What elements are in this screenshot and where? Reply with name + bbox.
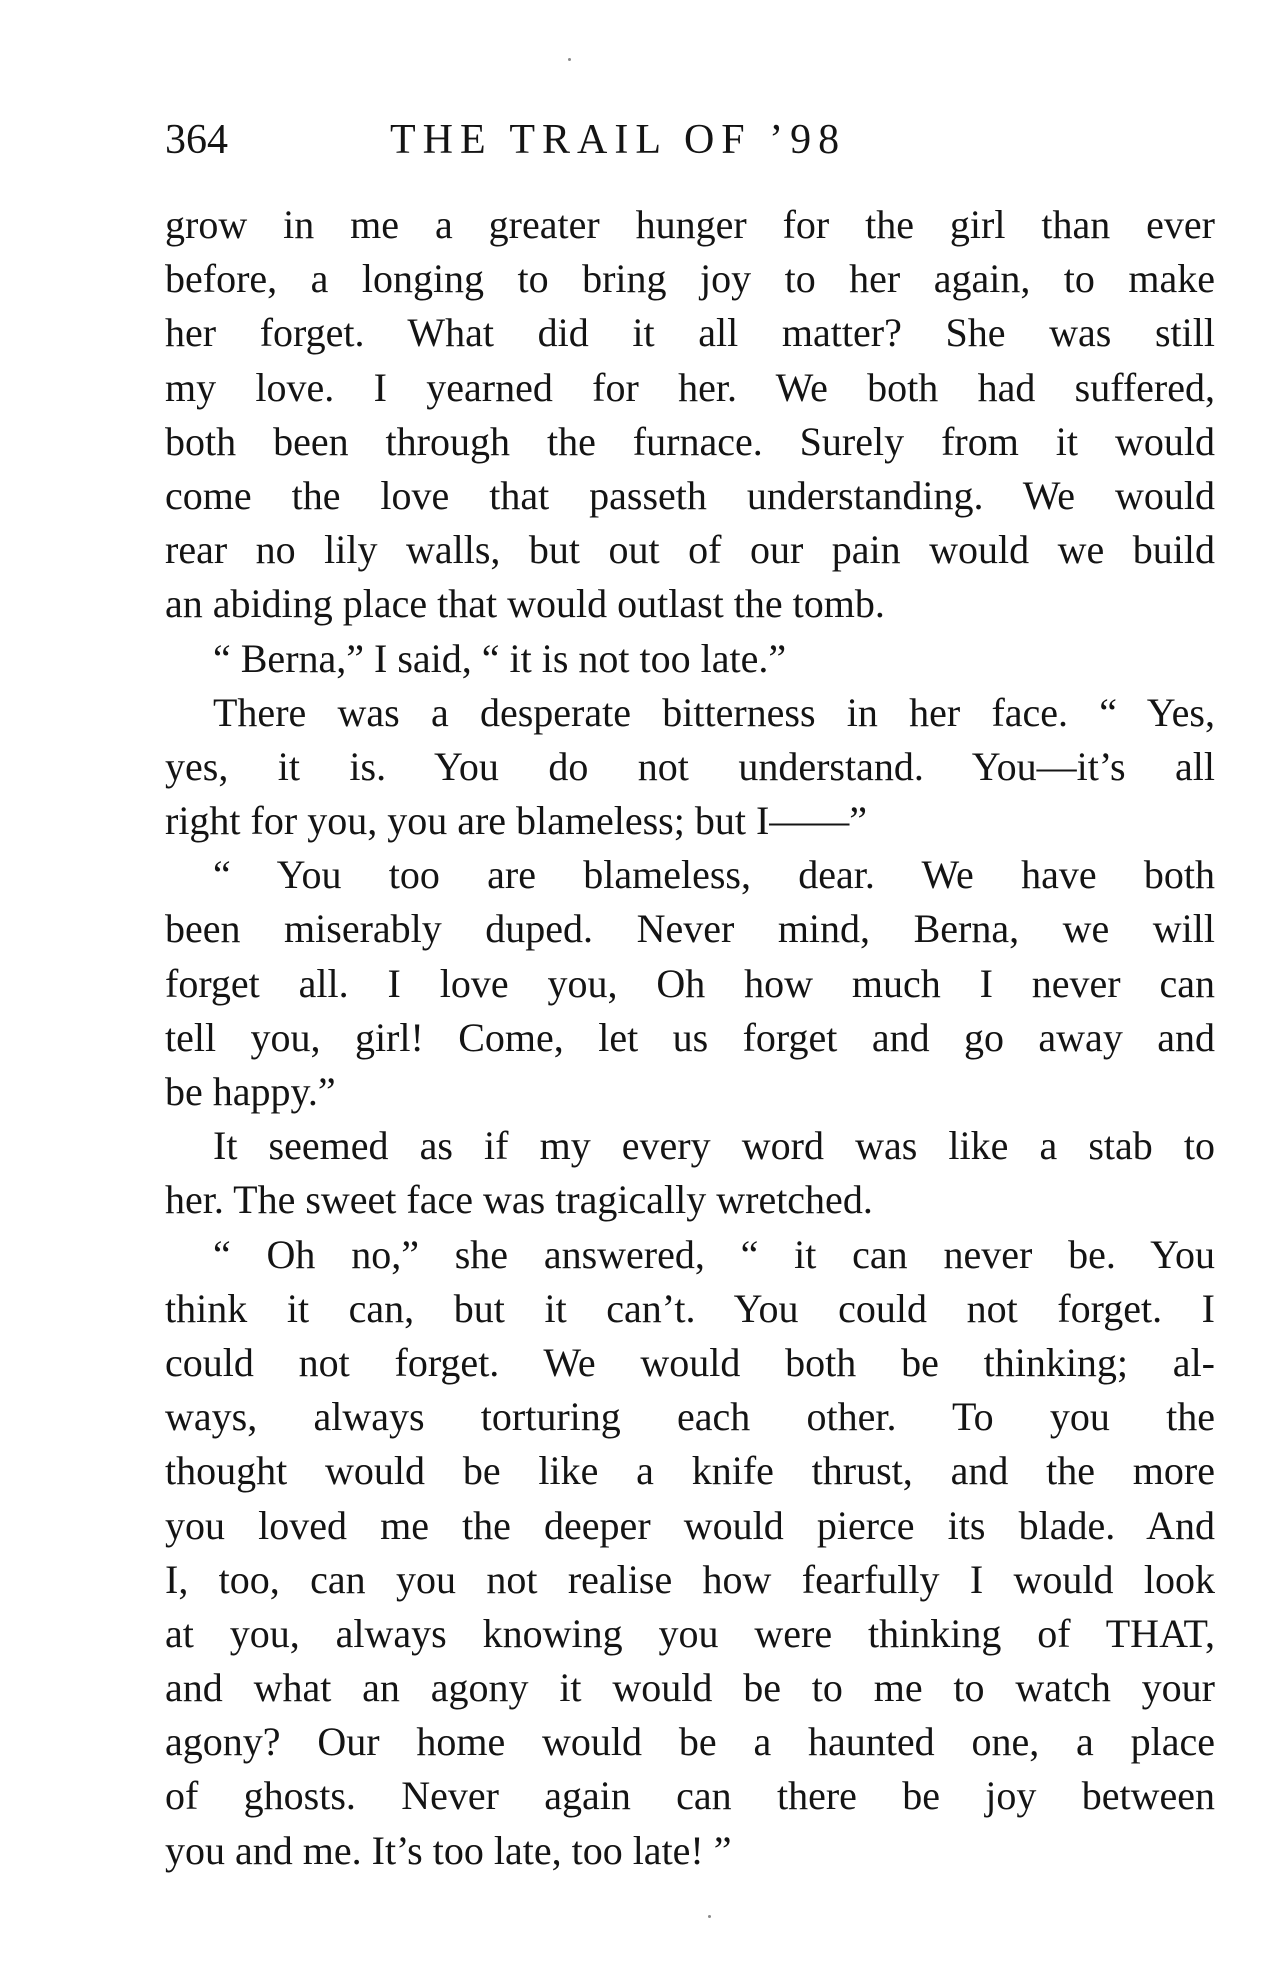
text-line: agony? Our home would be a haunted one, a place <box>165 1719 1215 1765</box>
text-line: of ghosts. Never again can there be joy between <box>165 1773 1215 1819</box>
text-line: be happy.” <box>165 1069 336 1114</box>
text-line: ways, always torturing each other. To you the <box>165 1394 1215 1440</box>
text-line: her forget. What did it all matter? She was still <box>165 310 1215 356</box>
text-line: you loved me the deeper would pierce its blade. And <box>165 1502 1215 1548</box>
page-speck <box>708 1915 711 1918</box>
text-line: yes, it is. You do not understand. You—it’s all <box>165 743 1215 789</box>
text-line: her. The sweet face was tragically wretched. <box>165 1177 873 1223</box>
text-line: grow in me a greater hunger for the girl than ever <box>165 202 1215 247</box>
text-line: think it can, but it can’t. You could not forget. I <box>165 1285 1215 1331</box>
text-line: an abiding place that would outlast the tomb. <box>165 581 885 627</box>
page-speck <box>568 58 571 61</box>
text-line: forget all. I love you, Oh how much I never can <box>165 960 1215 1006</box>
body-text <box>165 198 1215 1878</box>
text-line: rear no lily walls, but out of our pain would we build <box>165 527 1215 573</box>
page-number: 364 <box>165 117 228 163</box>
text-line: come the love that passeth understanding. We would <box>165 472 1215 518</box>
text-line: tell you, girl! Come, let us forget and go away and <box>165 1014 1215 1060</box>
page-header <box>165 110 1215 170</box>
text-line: been miserably duped. Never mind, Berna, we will <box>165 906 1215 952</box>
text-line: I, too, can you not realise how fearfully I would look <box>165 1556 1215 1602</box>
running-title: THE TRAIL OF ’98 <box>390 117 847 163</box>
text-line: right for you, you are blameless; but I——” <box>165 798 868 844</box>
text-line: could not forget. We would both be thinking; al- <box>165 1339 1215 1385</box>
text-line: There was a desperate bitterness in her face. “ Yes, <box>213 689 1215 735</box>
text-line: before, a longing to bring joy to her again, to make <box>165 256 1215 302</box>
text-line: It seemed as if my every word was like a stab to <box>213 1123 1215 1169</box>
text-line: and what an agony it would be to me to watch your <box>165 1665 1215 1711</box>
text-line: at you, always knowing you were thinking of THAT, <box>165 1610 1215 1656</box>
text-line: thought would be like a knife thrust, and the more <box>165 1448 1215 1494</box>
text-line: both been through the furnace. Surely from it would <box>165 418 1215 464</box>
text-line: “ Oh no,” she answered, “ it can never be. You <box>213 1231 1215 1277</box>
text-line: you and me. It’s too late, too late! ” <box>165 1827 732 1873</box>
text-line: “ You too are blameless, dear. We have both <box>213 852 1215 898</box>
text-line: “ Berna,” I said, “ it is not too late.” <box>213 635 787 681</box>
text-line: my love. I yearned for her. We both had suffered, <box>165 364 1215 410</box>
